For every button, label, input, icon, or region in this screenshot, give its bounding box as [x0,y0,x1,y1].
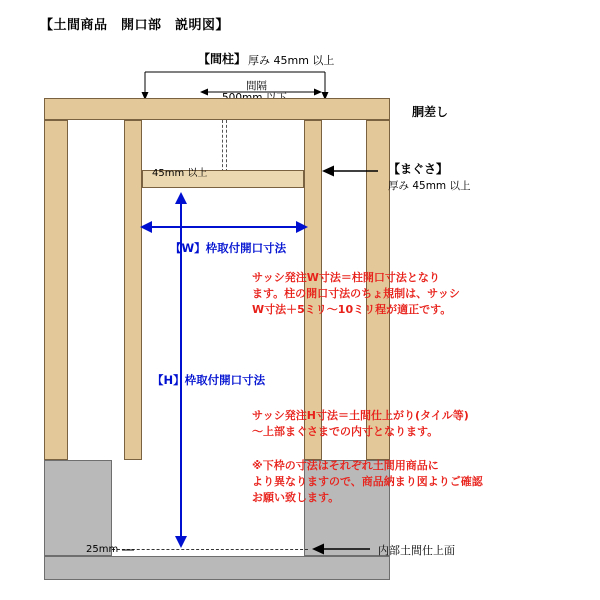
w-dimension-arrow [140,220,308,234]
h-note-line-1: サッシ発注H寸法＝土間仕上がり(タイル等) [252,409,469,422]
spacing-label-line1: 間隔 [246,80,267,92]
dosashi-label: 胴差し [412,105,449,119]
mabashira-title-label: 【間柱】 [198,52,247,66]
bottom-25mm-arrow [122,544,136,558]
magusa-thickness-label: 厚み 45mm 以上 [388,180,471,192]
caution-line-3: お願い致します。 [252,491,340,504]
w-note-line-1: サッシ発注W寸法＝柱開口寸法となり [252,271,440,284]
mabashira-thickness-label: 厚み 45mm 以上 [248,54,335,67]
caution-line-1: ※下枠の寸法はそれぞれ土間用商品に [252,459,439,472]
interior-floor-line [112,549,308,550]
w-note-line-3: W寸法＋5ミリ～10ミリ程が適正です。 [252,303,452,316]
w-note-line-2: ます。柱の開口寸法のちょ規制は、サッシ [252,287,460,300]
caution-line-2: より異なりますので、商品納まり図よりご確認 [252,475,483,488]
left-opening-post [124,120,142,460]
left-concrete-base [44,460,112,556]
page-title: 【土間商品 開口部 説明図】 [40,18,230,33]
interior-floor-leader-arrow [312,542,372,556]
h-note-line-2: ～上部まぐさまでの内寸となります。 [252,425,439,438]
w-note-block [252,270,460,318]
center-stud-guide [222,120,223,172]
h-dimension-label: 【H】枠取付開口寸法 [152,373,266,387]
h-note-block [252,408,469,440]
ground-band [44,556,390,580]
left-outer-post [44,120,68,460]
dosashi-beam [44,98,390,120]
magusa-title-label: 【まぐさ】 [388,162,449,176]
caution-note-block [252,458,483,506]
magusa-leader-arrow [322,164,380,178]
inner-45mm-label: 45mm 以上 [152,168,208,179]
h-dimension-arrow [174,192,188,548]
interior-floor-label: 内部土間仕上面 [378,544,455,557]
w-dimension-label: 【W】枠取付開口寸法 [170,241,287,255]
spacing-dimension-arrow [200,86,322,98]
bottom-25mm-label: 25mm [86,544,119,555]
center-stud-guide-2 [226,120,227,172]
